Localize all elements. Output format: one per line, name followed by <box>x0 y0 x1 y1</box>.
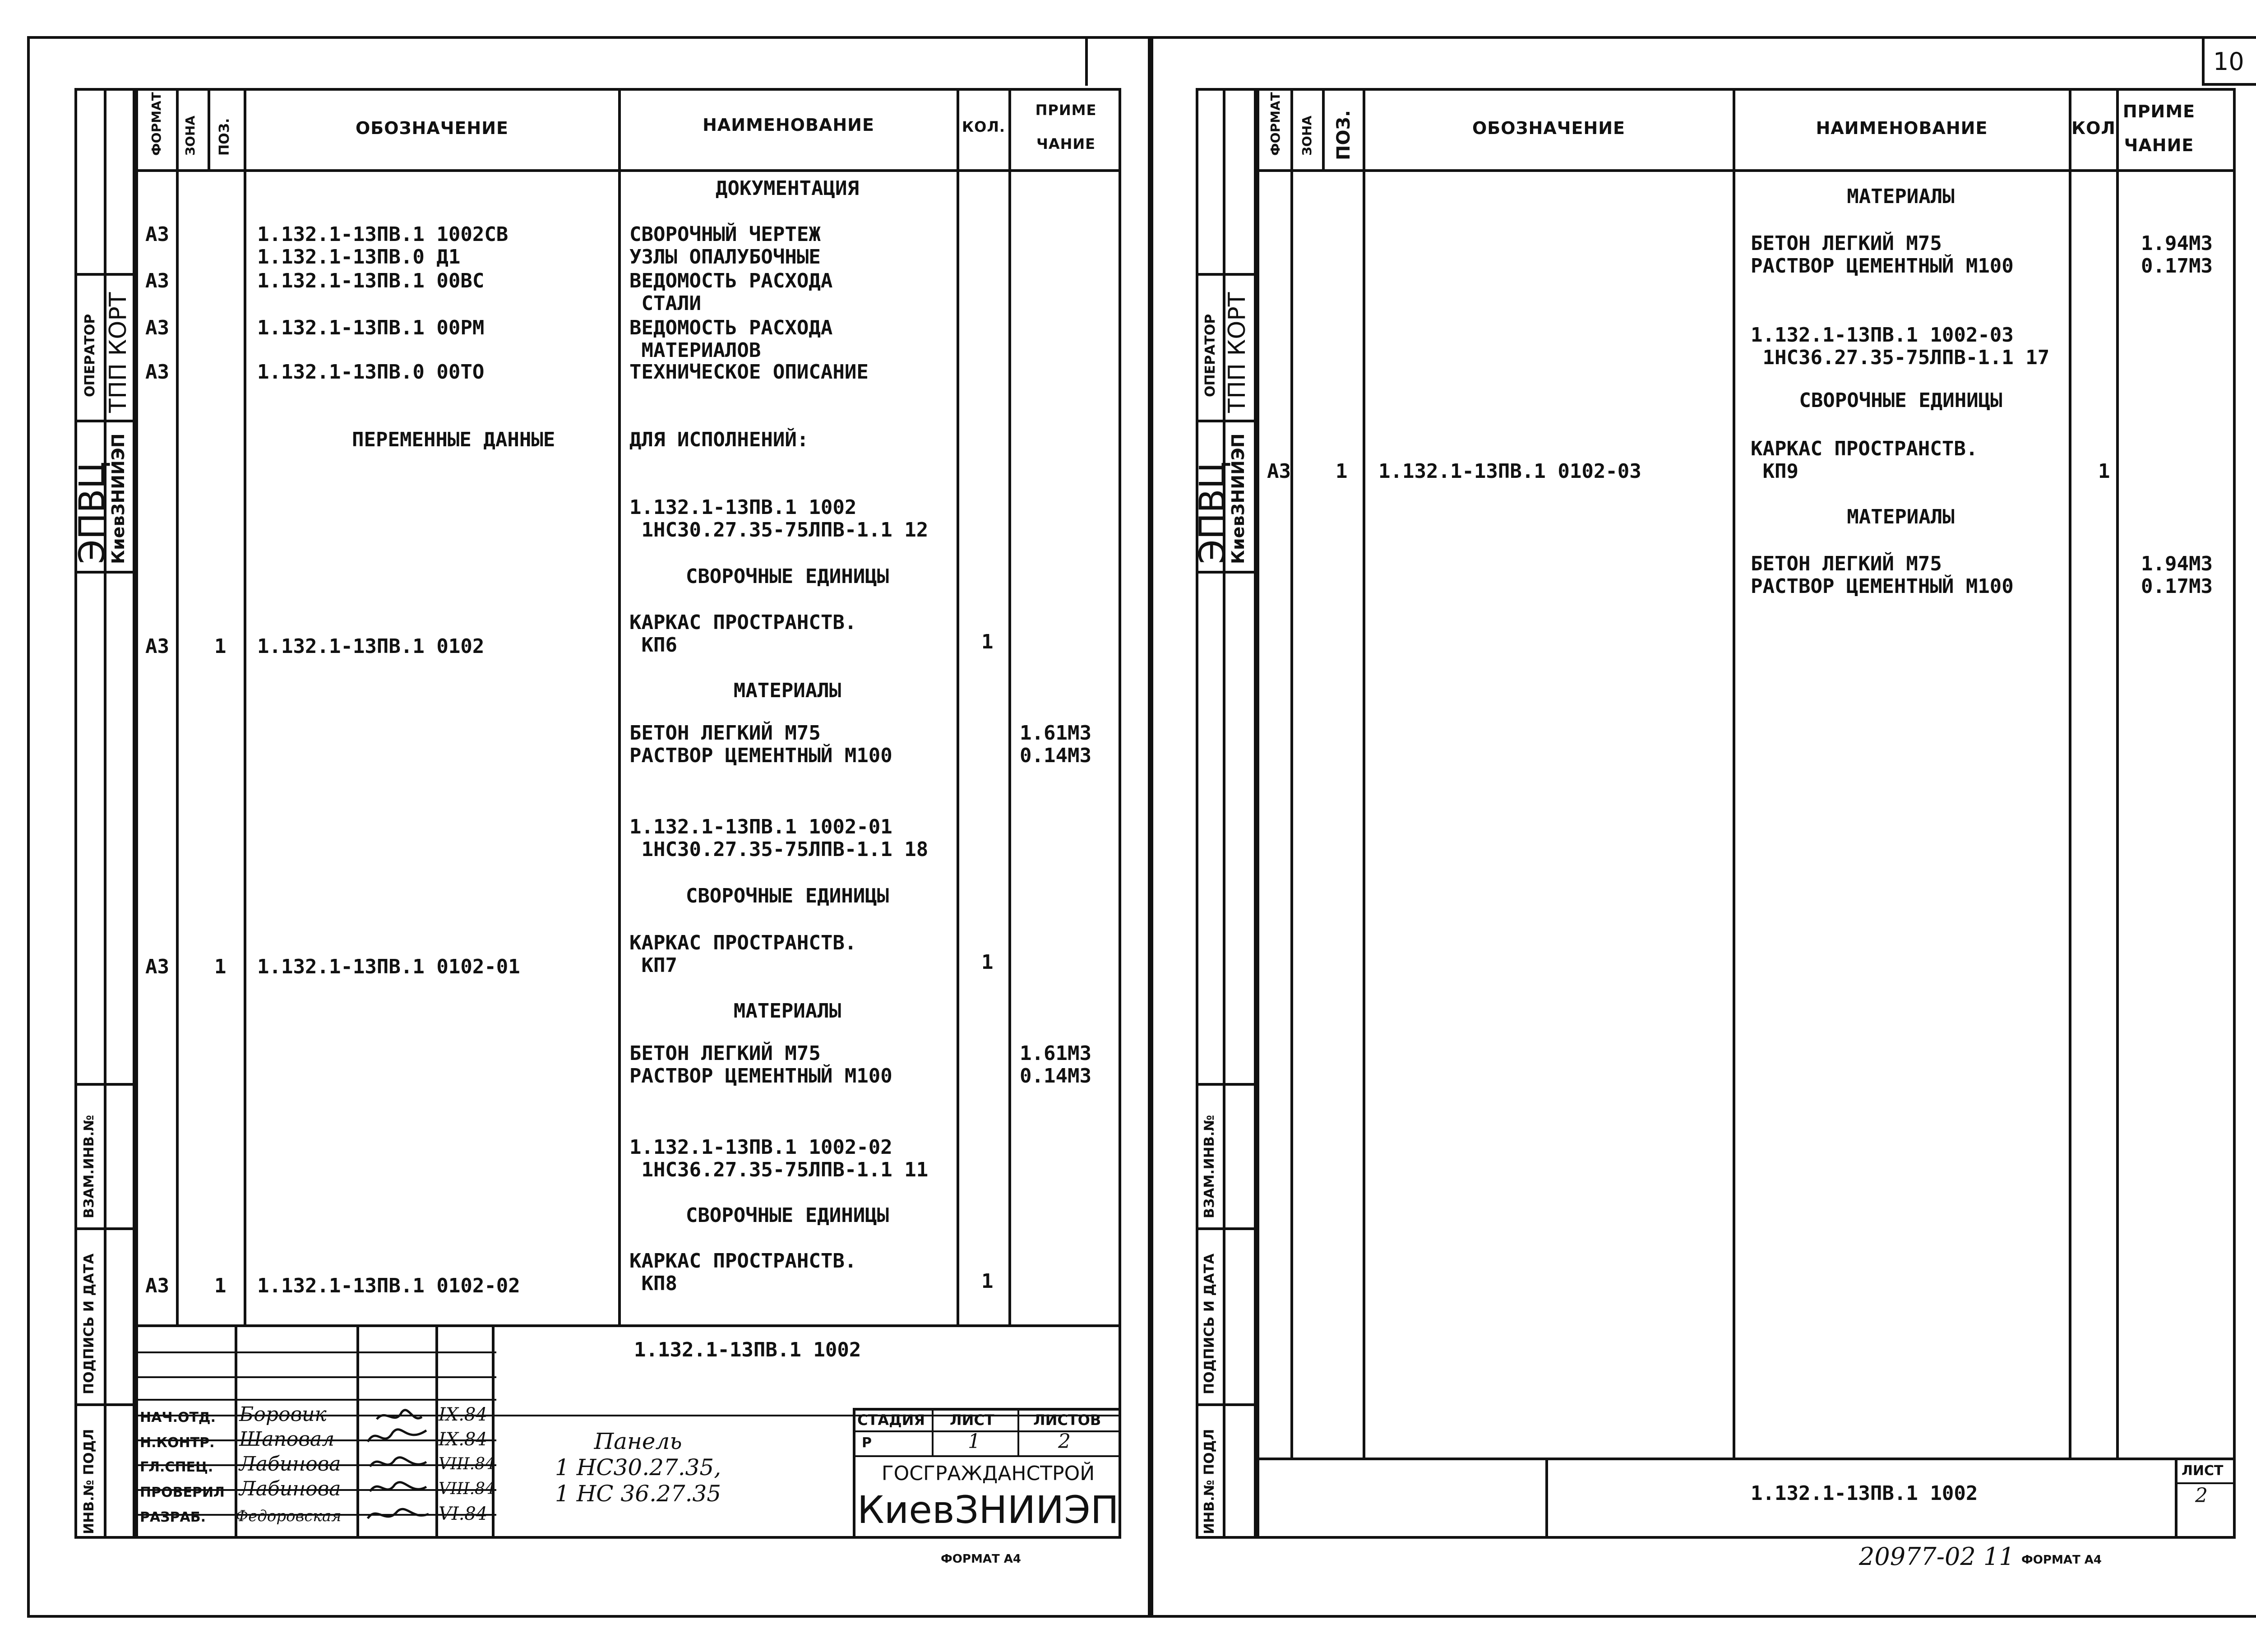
left-top-notch <box>1085 36 1088 86</box>
side-label-vzam: ВЗАМ.ИНВ.№ <box>81 1115 97 1218</box>
format-label-left: ФОРМАТ А4 <box>941 1552 1021 1566</box>
hdr-zone: ЗОНА <box>183 116 198 156</box>
left-spec-table <box>135 88 1121 1539</box>
archive-number: 20977-02 11 <box>1859 1542 2015 1571</box>
hdr-note1: ПРИМЕ <box>1035 102 1097 119</box>
side-label-kiev: КиевЗНИИЭП <box>108 433 128 564</box>
hdr-note2: ЧАНИЕ <box>1036 135 1096 153</box>
title-block-code: 1.132.1-13ПВ.1 1002 <box>634 1338 861 1361</box>
for-versions-label: ДЛЯ ИСПОЛНЕНИЙ: <box>629 428 809 451</box>
side-label-tpp: ТПП КОРТ <box>105 292 132 413</box>
org-name-2: КиевЗНИИЭП <box>857 1488 1119 1532</box>
hdr-pos: ПОЗ. <box>217 118 232 156</box>
variable-data-label: ПЕРЕМЕННЫЕ ДАННЫЕ <box>352 428 555 451</box>
format-label-right: ФОРМАТ А4 <box>2021 1553 2102 1567</box>
hdr-qty: КОЛ. <box>962 118 1006 135</box>
hdr-name: НАИМЕНОВАНИЕ <box>703 115 874 135</box>
product-title: Панель 1 НС30.27.35, 1 НС 36.27.35 <box>555 1428 721 1507</box>
signatures <box>359 1399 435 1539</box>
org-name: ГОСГРАЖДАНСТРОЙ <box>881 1462 1095 1485</box>
side-label-operator: ОПЕРАТОР <box>82 314 98 397</box>
hdr-format: ФОРМАТ <box>149 92 164 156</box>
page-number: 10 <box>2213 47 2244 76</box>
section-documentation: ДОКУМЕНТАЦИЯ <box>716 177 859 200</box>
hdr-designation: ОБОЗНАЧЕНИЕ <box>355 118 509 138</box>
side-label-epvc: ЭПВЦ <box>72 461 113 564</box>
side-label-podpis: ПОДПИСЬ И ДАТА <box>81 1253 97 1394</box>
side-label-inv: ИНВ.№ ПОДЛ <box>81 1429 97 1534</box>
right-spec-table <box>1257 88 2236 1539</box>
right-title-code: 1.132.1-13ПВ.1 1002 <box>1751 1482 1978 1505</box>
